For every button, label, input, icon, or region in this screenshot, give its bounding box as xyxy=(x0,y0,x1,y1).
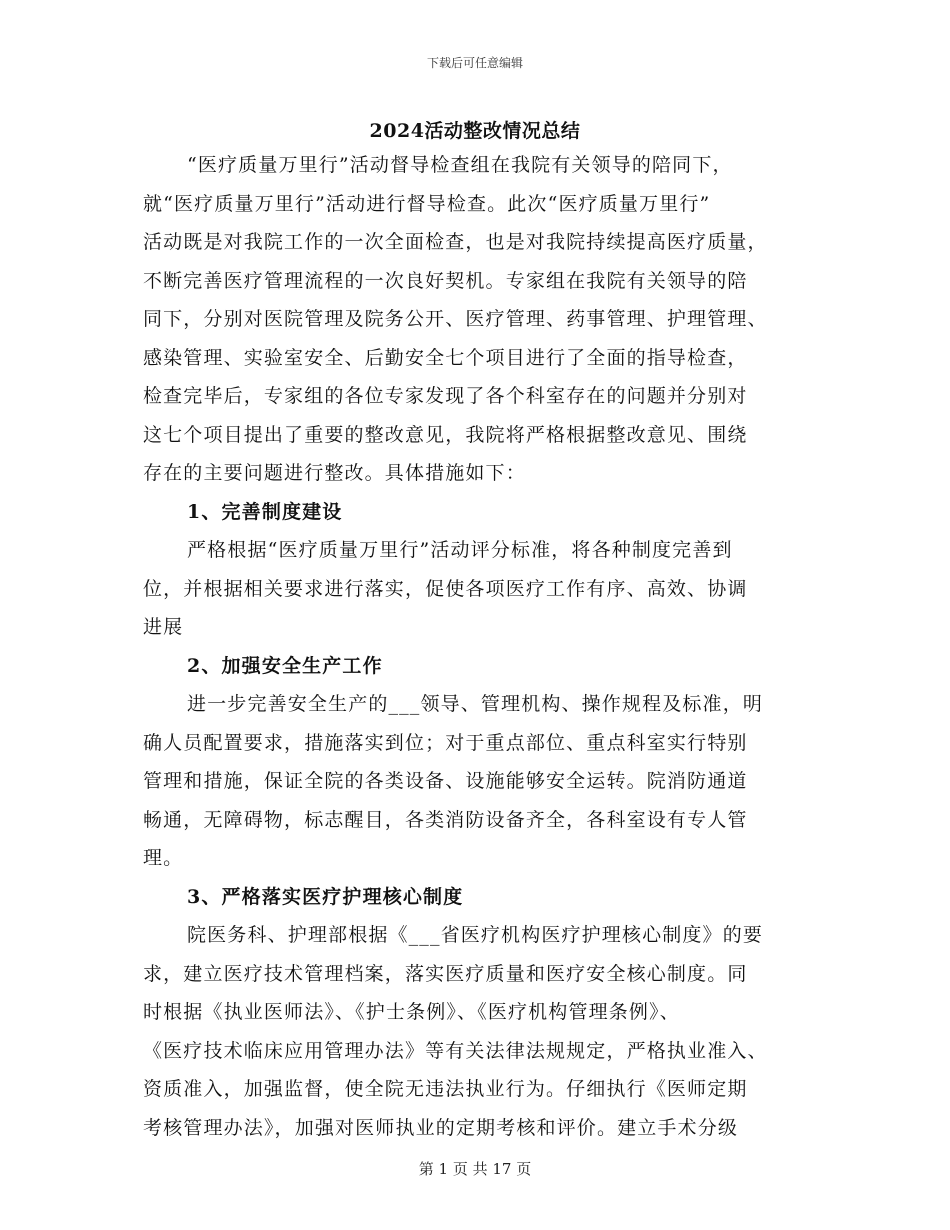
body-text-line: 就“医疗质量万里行”活动进行督导检查。此次“医疗质量万里行” xyxy=(143,192,711,215)
body-text-line: “医疗质量万里行”活动督导检查组在我院有关领导的陪同下， xyxy=(187,154,733,176)
body-text-line: 畅通，无障碍物，标志醒目，各类消防设备齐全，各科室设有专人管 xyxy=(143,808,748,831)
body-text-line: 检查完毕后，专家组的各位专家发现了各个科室存在的问题并分别对 xyxy=(143,385,748,407)
body-text-line: 存在的主要问题进行整改。具体措施如下： xyxy=(143,462,526,484)
body-text-line: 进一步完善安全生产的___领导、管理机构、操作规程及标准，明 xyxy=(187,693,764,715)
body-text-line: 感染管理、实验室安全、后勤安全七个项目进行了全面的指导检查， xyxy=(143,346,748,369)
body-text-line: 同下，分别对医院管理及院务公开、医疗管理、药事管理、护理管理、 xyxy=(143,308,768,330)
body-text-line: 时根据《执业医师法》、《护士条例》、《医疗机构管理条例》、 xyxy=(143,1001,680,1023)
page-footer: 第 1 页 共 17 页 xyxy=(418,1160,532,1178)
body-text-line: 考核管理办法》，加强对医师执业的定期考核和评价。建立手术分级 xyxy=(143,1116,739,1139)
document-body xyxy=(143,146,809,1147)
document-title: 2024活动整改情况总结 xyxy=(369,120,581,142)
body-text-line: 确人员配置要求，措施落实到位；对于重点部位、重点科室实行特别 xyxy=(143,731,748,754)
body-text-line: 位，并根据相关要求进行落实，促使各项医疗工作有序、高效、协调 xyxy=(143,577,748,600)
body-text-line: 不断完善医疗管理流程的一次良好契机。专家组在我院有关领导的陪 xyxy=(143,269,748,292)
body-text-line: 资质准入，加强监督，使全院无违法执业行为。仔细执行《医师定期 xyxy=(143,1078,748,1100)
body-text-line: 求，建立医疗技术管理档案，落实医疗质量和医疗安全核心制度。同 xyxy=(143,962,748,985)
section-heading: 3、严格落实医疗护理核心制度 xyxy=(187,885,464,908)
section-heading: 1、完善制度建设 xyxy=(187,500,343,523)
body-text-line: 严格根据“医疗质量万里行”活动评分标准，将各种制度完善到 xyxy=(187,539,733,561)
body-text-line: 这七个项目提出了重要的整改意见，我院将严格根据整改意见、围绕 xyxy=(143,423,748,446)
body-text-line: 院医务科、护理部根据《___省医疗机构医疗护理核心制度》的要 xyxy=(187,924,764,946)
body-text-line: 理。 xyxy=(143,847,184,869)
body-text-line: 管理和措施，保证全院的各类设备、设施能够安全运转。院消防通道 xyxy=(143,770,748,792)
body-text-line: 进展 xyxy=(143,616,184,638)
header-note: 下载后可任意编辑 xyxy=(426,56,523,70)
body-text-line: 活动既是对我院工作的一次全面检查，也是对我院持续提高医疗质量， xyxy=(143,231,768,253)
body-text-line: 《医疗技术临床应用管理办法》等有关法律法规规定，严格执业准入、 xyxy=(143,1039,768,1062)
section-heading: 2、加强安全生产工作 xyxy=(187,654,383,677)
